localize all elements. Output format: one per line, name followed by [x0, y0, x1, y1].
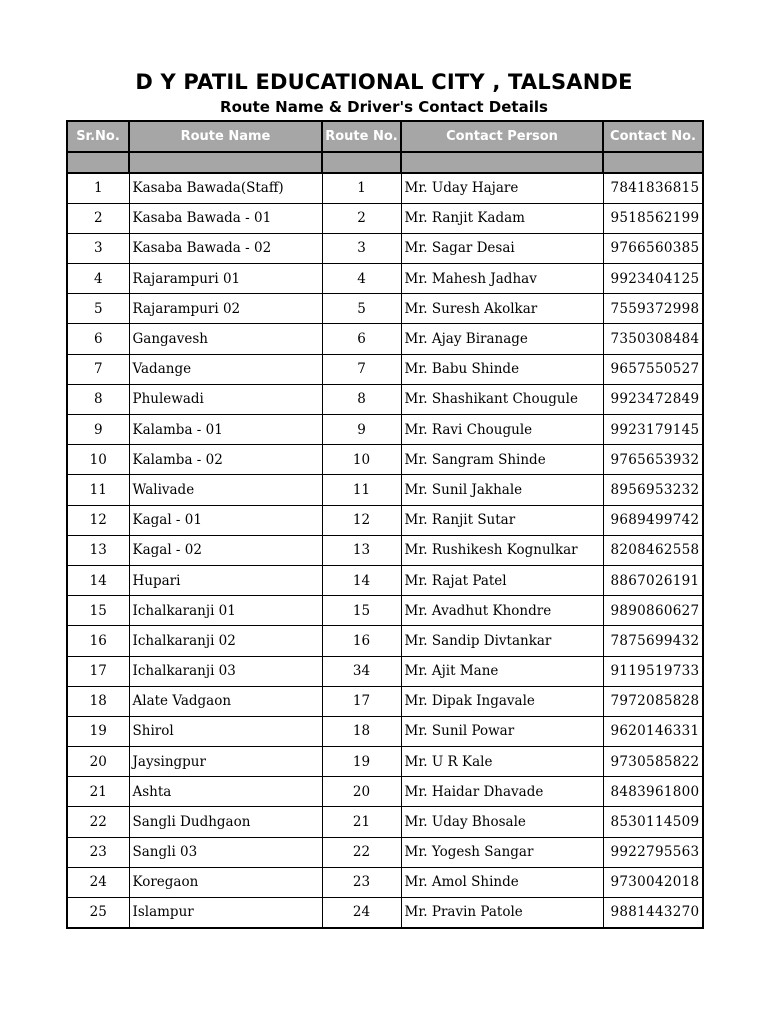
route-name-cell: Kasaba Bawada(Staff) — [129, 173, 322, 203]
table-row — [67, 294, 703, 324]
route-name-cell: Shirol — [129, 716, 322, 746]
route-name-cell: Islampur — [129, 898, 322, 928]
sr-no-cell: 5 — [67, 294, 129, 324]
contact-no-cell: 9881443270 — [603, 898, 703, 928]
table-body — [67, 173, 703, 928]
table-row — [67, 747, 703, 777]
route-no-cell: 14 — [322, 565, 401, 595]
contact-no-cell: 9730585822 — [603, 747, 703, 777]
column-header-route-name: Route Name — [129, 121, 322, 152]
table-row — [67, 264, 703, 294]
contact-person-cell: Mr. Amol Shinde — [401, 867, 603, 897]
contact-person-cell: Mr. Dipak Ingavale — [401, 686, 603, 716]
contact-person-cell: Mr. Ranjit Sutar — [401, 505, 603, 535]
route-no-cell: 4 — [322, 264, 401, 294]
table-row — [67, 324, 703, 354]
table-row — [67, 807, 703, 837]
sr-no-cell: 23 — [67, 837, 129, 867]
route-name-cell: Alate Vadgaon — [129, 686, 322, 716]
table-row — [67, 384, 703, 414]
contact-person-cell: Mr. Ranjit Kadam — [401, 203, 603, 233]
contact-no-cell: 9923179145 — [603, 415, 703, 445]
table-row — [67, 626, 703, 656]
contact-no-cell: 7972085828 — [603, 686, 703, 716]
table-row — [67, 596, 703, 626]
sr-no-cell: 20 — [67, 747, 129, 777]
contact-person-cell: Mr. Avadhut Khondre — [401, 596, 603, 626]
contact-no-cell: 9620146331 — [603, 716, 703, 746]
sr-no-cell: 18 — [67, 686, 129, 716]
contact-person-cell: Mr. Sunil Powar — [401, 716, 603, 746]
contact-person-cell: Mr. Suresh Akolkar — [401, 294, 603, 324]
column-header-contact-no: Contact No. — [603, 121, 703, 152]
table-row — [67, 686, 703, 716]
contact-person-cell: Mr. Sandip Divtankar — [401, 626, 603, 656]
table-row — [67, 415, 703, 445]
contact-person-cell: Mr. Ajay Biranage — [401, 324, 603, 354]
route-no-cell: 20 — [322, 777, 401, 807]
table-row — [67, 837, 703, 867]
route-no-cell: 8 — [322, 384, 401, 414]
route-name-cell: Rajarampuri 02 — [129, 294, 322, 324]
contact-no-cell: 9923404125 — [603, 264, 703, 294]
table-row — [67, 203, 703, 233]
contact-person-cell: Mr. Rajat Patel — [401, 565, 603, 595]
table-row — [67, 535, 703, 565]
column-header-sr-no: Sr.No. — [67, 121, 129, 152]
contact-person-cell: Mr. Sangram Shinde — [401, 445, 603, 475]
contact-no-cell: 9657550527 — [603, 354, 703, 384]
contact-person-cell: Mr. Haidar Dhavade — [401, 777, 603, 807]
route-name-cell: Gangavesh — [129, 324, 322, 354]
sr-no-cell: 11 — [67, 475, 129, 505]
sr-no-cell: 17 — [67, 656, 129, 686]
sr-no-cell: 1 — [67, 173, 129, 203]
contact-no-cell: 8867026191 — [603, 565, 703, 595]
contact-no-cell: 9730042018 — [603, 867, 703, 897]
route-no-cell: 24 — [322, 898, 401, 928]
sr-no-cell: 10 — [67, 445, 129, 475]
route-no-cell: 34 — [322, 656, 401, 686]
contact-no-cell: 9890860627 — [603, 596, 703, 626]
route-no-cell: 13 — [322, 535, 401, 565]
route-no-cell: 6 — [322, 324, 401, 354]
contact-no-cell: 9922795563 — [603, 837, 703, 867]
route-no-cell: 5 — [322, 294, 401, 324]
contact-person-cell: Mr. Babu Shinde — [401, 354, 603, 384]
contact-no-cell: 7841836815 — [603, 173, 703, 203]
contact-person-cell: Mr. Sunil Jakhale — [401, 475, 603, 505]
route-name-cell: Phulewadi — [129, 384, 322, 414]
route-no-cell: 21 — [322, 807, 401, 837]
column-header-route-no: Route No. — [322, 121, 401, 152]
route-no-cell: 18 — [322, 716, 401, 746]
route-no-cell: 11 — [322, 475, 401, 505]
contact-person-cell: Mr. Uday Hajare — [401, 173, 603, 203]
route-no-cell: 17 — [322, 686, 401, 716]
contact-no-cell: 8483961800 — [603, 777, 703, 807]
route-no-cell: 22 — [322, 837, 401, 867]
contact-person-cell: Mr. Rushikesh Kognulkar — [401, 535, 603, 565]
contact-no-cell: 9119519733 — [603, 656, 703, 686]
sr-no-cell: 3 — [67, 233, 129, 263]
route-name-cell: Sangli Dudhgaon — [129, 807, 322, 837]
table-row — [67, 445, 703, 475]
route-no-cell: 10 — [322, 445, 401, 475]
route-name-cell: Ichalkaranji 03 — [129, 656, 322, 686]
sr-no-cell: 22 — [67, 807, 129, 837]
route-name-cell: Ichalkaranji 02 — [129, 626, 322, 656]
sr-no-cell: 8 — [67, 384, 129, 414]
route-name-cell: Rajarampuri 01 — [129, 264, 322, 294]
route-name-cell: Kagal - 01 — [129, 505, 322, 535]
sr-no-cell: 7 — [67, 354, 129, 384]
contact-no-cell: 9518562199 — [603, 203, 703, 233]
contact-no-cell: 9766560385 — [603, 233, 703, 263]
route-name-cell: Jaysingpur — [129, 747, 322, 777]
table-row — [67, 173, 703, 203]
table-header-row — [67, 121, 703, 152]
route-no-cell: 9 — [322, 415, 401, 445]
route-name-cell: Hupari — [129, 565, 322, 595]
sr-no-cell: 6 — [67, 324, 129, 354]
contact-no-cell: 7559372998 — [603, 294, 703, 324]
route-name-cell: Kalamba - 02 — [129, 445, 322, 475]
route-name-cell: Ashta — [129, 777, 322, 807]
contact-no-cell: 7350308484 — [603, 324, 703, 354]
route-no-cell: 15 — [322, 596, 401, 626]
contact-no-cell: 9765653932 — [603, 445, 703, 475]
contact-person-cell: Mr. Uday Bhosale — [401, 807, 603, 837]
table-row — [67, 565, 703, 595]
route-no-cell: 7 — [322, 354, 401, 384]
column-header-contact-person: Contact Person — [401, 121, 603, 152]
sr-no-cell: 9 — [67, 415, 129, 445]
sr-no-cell: 12 — [67, 505, 129, 535]
route-name-cell: Vadange — [129, 354, 322, 384]
route-name-cell: Kasaba Bawada - 02 — [129, 233, 322, 263]
route-no-cell: 1 — [322, 173, 401, 203]
sr-no-cell: 19 — [67, 716, 129, 746]
contact-person-cell: Mr. Shashikant Chougule — [401, 384, 603, 414]
table-row — [67, 233, 703, 263]
route-no-cell: 23 — [322, 867, 401, 897]
route-no-cell: 3 — [322, 233, 401, 263]
contact-person-cell: Mr. Yogesh Sangar — [401, 837, 603, 867]
contact-person-cell: Mr. Mahesh Jadhav — [401, 264, 603, 294]
sr-no-cell: 24 — [67, 867, 129, 897]
contact-no-cell: 9923472849 — [603, 384, 703, 414]
route-name-cell: Ichalkaranji 01 — [129, 596, 322, 626]
table-row — [67, 656, 703, 686]
sr-no-cell: 13 — [67, 535, 129, 565]
table-row — [67, 505, 703, 535]
table-row — [67, 867, 703, 897]
route-no-cell: 2 — [322, 203, 401, 233]
contact-no-cell: 8956953232 — [603, 475, 703, 505]
table-row — [67, 354, 703, 384]
table-row — [67, 898, 703, 928]
route-no-cell: 16 — [322, 626, 401, 656]
route-name-cell: Kagal - 02 — [129, 535, 322, 565]
sr-no-cell: 2 — [67, 203, 129, 233]
route-name-cell: Koregaon — [129, 867, 322, 897]
page-title: D Y PATIL EDUCATIONAL CITY , TALSANDE — [135, 70, 633, 94]
contact-person-cell: Mr. Ajit Mane — [401, 656, 603, 686]
table-row — [67, 475, 703, 505]
table-row — [67, 777, 703, 807]
route-no-cell: 12 — [322, 505, 401, 535]
contact-no-cell: 8530114509 — [603, 807, 703, 837]
sr-no-cell: 25 — [67, 898, 129, 928]
contact-person-cell: Mr. Pravin Patole — [401, 898, 603, 928]
page-subtitle: Route Name & Driver's Contact Details — [220, 98, 548, 116]
route-name-cell: Kalamba - 01 — [129, 415, 322, 445]
route-contact-table — [66, 120, 704, 929]
sr-no-cell: 4 — [67, 264, 129, 294]
contact-no-cell: 7875699432 — [603, 626, 703, 656]
table-row — [67, 716, 703, 746]
route-name-cell: Kasaba Bawada - 01 — [129, 203, 322, 233]
contact-person-cell: Mr. Sagar Desai — [401, 233, 603, 263]
sr-no-cell: 16 — [67, 626, 129, 656]
contact-person-cell: Mr. Ravi Chougule — [401, 415, 603, 445]
contact-no-cell: 9689499742 — [603, 505, 703, 535]
route-no-cell: 19 — [322, 747, 401, 777]
header-spacer-row — [67, 152, 703, 173]
contact-no-cell: 8208462558 — [603, 535, 703, 565]
route-name-cell: Sangli 03 — [129, 837, 322, 867]
sr-no-cell: 15 — [67, 596, 129, 626]
sr-no-cell: 14 — [67, 565, 129, 595]
sr-no-cell: 21 — [67, 777, 129, 807]
route-name-cell: Walivade — [129, 475, 322, 505]
contact-person-cell: Mr. U R Kale — [401, 747, 603, 777]
